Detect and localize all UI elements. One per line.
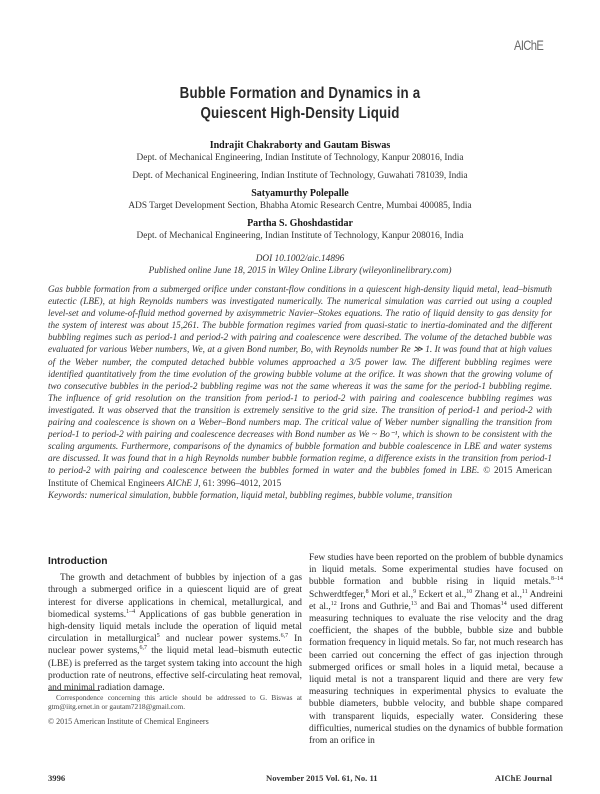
affiliation: Dept. of Mechanical Engineering, Indian Institute of Technology, Kanpur 208016, India (136, 153, 464, 163)
abstract-citation: , 61: 3996–4012, 2015 (198, 477, 282, 488)
page-number: 3996 (48, 773, 66, 783)
author-name: Partha S. Ghoshdastidar (247, 218, 353, 229)
journal-logo: AIChE (514, 37, 544, 53)
affiliation: Dept. of Mechanical Engineering, Indian Institute of Technology, Kanpur 208016, India (136, 231, 464, 241)
issue-info: November 2015 Vol. 61, No. 11 (266, 773, 378, 783)
doi-link[interactable]: DOI 10.1002/aic.14896 (255, 254, 345, 264)
citation-ref[interactable]: 14 (500, 600, 507, 607)
correspondence-footnote: Correspondence concerning this article should be addressed to G. Biswas at gtm@iitg.ernet.in or gautam7218@gmail.com. (48, 693, 302, 711)
abstract-copyright: © 2015 American Institute of Chemical Engineers (48, 465, 552, 488)
copyright-notice: © 2015 American Institute of Chemical Engineers (48, 717, 209, 726)
title-line-1: Bubble Formation and Dynamics in a (179, 85, 421, 102)
citation-ref[interactable]: 6,7 (280, 633, 289, 640)
citation-ref[interactable]: 8 (365, 588, 369, 595)
right-column (309, 552, 563, 747)
footnote-divider (48, 690, 100, 691)
intro-paragraph: The growth and detachment of bubbles by injection of a gas through a submerged orifice in a quiescent liquid are of great interest for diverse applications in chemical, metallurgical, and biomedical systems.$^{1-4}$ Applications of gas bubble generation in high-density liquid metals include the operation of liquid metal circulation in metallurgical$^5$ and nuclear power systems.$^{6,7}$ In nuclear power systems,$^{6,7}$ the liquid metal lead–bismuth eutectic (LBE) is preferred as the target system taking into account the high production rate of neutrons, effective self-circulating heat removal, and minimal radiation damage. (48, 573, 302, 694)
citation-ref[interactable]: 11 (521, 588, 528, 595)
citation-ref[interactable]: 9 (413, 588, 417, 595)
article-title (0, 84, 600, 124)
abstract (48, 283, 552, 501)
intro-paragraph: Few studies have been reported on the problem of bubble dynamics in liquid metals. Some experimental studies have focused on bubble formation and bubble rising in liquid metals.$^{8-14}$ Schwerdtfeger,$^8$ Mori et al.,$^9$ Eckert et al.,$^{10}$ Zhang et al.,$^{11}$ Andreini et al.,$^{12}$ Irons and Guthrie,$^{13}$ and Bai and Thomas$^{14}$ used different measuring techniques to evaluate the rise velocity and the drag coefficient, the shapes of the bubble, bubble size and bubble formation frequency in liquid metals. So far, not much research has been carried out concerning the effect of gas injection through submerged orifices or small holes in a liquid metal, because a liquid metal is not a transparent liquid and there are very few measuring techniques in experimental physics to evaluate the bubble diameters, bubble velocity, and bubble shape compared with transparent liquids, especially water. Considering these difficulties, numerical studies on the dynamics of bubble formation from an orifice in (309, 553, 564, 747)
author-block (0, 140, 600, 242)
author-name: Indrajit Chakraborty and Gautam Biswas (209, 140, 391, 151)
journal-name: AIChE Journal (494, 773, 552, 783)
citation-ref[interactable]: 1–4 (126, 608, 136, 615)
citation-ref[interactable]: 6,7 (139, 645, 148, 652)
published-online: Published online June 18, 2015 in Wiley Online Library (wileyonlinelibrary.com) (148, 266, 452, 276)
affiliation: ADS Target Development Section, Bhabha Atomic Research Centre, Mumbai 400085, India (128, 201, 472, 211)
section-heading-introduction: Introduction (48, 556, 108, 567)
citation-ref[interactable]: 12 (330, 600, 337, 607)
author-name: Satyamurthy Polepalle (251, 188, 349, 199)
abstract-body: Gas bubble formation from a submerged orifice under constant-flow conditions in a quiescent high-density liquid metal, lead–bismuth eutectic (LBE), at high Reynolds numbers was investigated numerically. The numerical simulation was carried out using a coupled level-set and volume-of-fluid method governed by axisymmetric Navier–Stokes equations. The ratio of liquid density to gas density for the system of interest was about 15,261. The bubble formation regimes varied from quasi-static to inertia-dominated and the different bubbling regimes such as period-1 and period-2 with pairing and coalescence were described. The volume of the detached bubble was evaluated for various Weber numbers, We, at a given Bond number, Bo, with Reynolds number Re ≫ 1. It was found that at high values of the Weber number, the computed detached bubble volumes approached a 3/5 power law. The different bubbling regimes were identified quantitatively from the time evolution of the growing bubble volume at the orifice. It was shown that the growing volume of two consecutive bubbles in the period-2 bubbling regime was not the same whereas it was the same for the period-1 bubbling regime. The influence of grid resolution on the transition from period-1 to period-2 with pairing and coalescence bubbling regimes was investigated. It was observed that the transition is extremely sensitive to the grid size. The transition of period-1 and period-2 with pairing and coalescence is shown on a Weber–Bond numbers map. The critical value of Weber number signalling the transition from period-1 to period-2 with pairing and coalescence decreases with Bond number as We ~ Bo⁻¹, which is shown to be consistent with the scaling arguments. Furthermore, comparisons of the dynamics of bubble formation and bubble coalescence in LBE and water systems are discussed. It was found that in a high Reynolds number bubble formation regime, a difference exists in the transition from period-1 to period-2 with pairing and coalescence between the bubbles formed in water and the bubbles fomed in LBE. (48, 284, 552, 476)
citation-ref[interactable]: 10 (466, 588, 473, 595)
title-line-2: Quiescent High-Density Liquid (200, 105, 400, 122)
citation-ref[interactable]: 8–14 (551, 576, 563, 583)
citation-ref[interactable]: 5 (156, 633, 160, 640)
keywords: Keywords: numerical simulation, bubble formation, liquid metal, bubbling regimes, bubble volume, transition (48, 489, 453, 500)
affiliation: Dept. of Mechanical Engineering, Indian Institute of Technology, Guwahati 781039, India (132, 171, 468, 181)
left-column (48, 556, 302, 694)
publication-info (0, 253, 600, 277)
citation-ref[interactable]: 13 (410, 600, 417, 607)
journal-abbrev: AIChE J (166, 477, 199, 488)
